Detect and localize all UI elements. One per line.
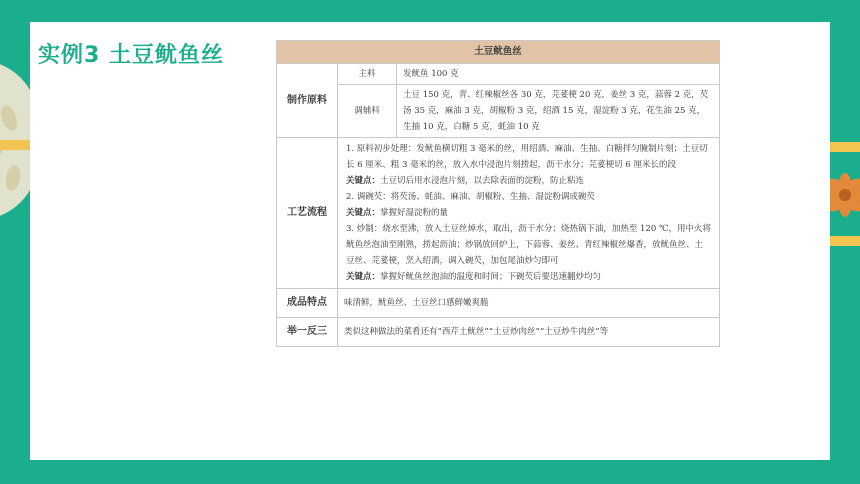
key-point-label: 关键点： <box>346 176 381 186</box>
process-step-3: 3. 炒制：烧水至沸，放入土豆丝焯水，取出，沥干水分；烧热锅下油，加热至 120 ℃，用中火将鱿鱼丝泡油至刚熟，捞起沥油；炒锅放回炉上，下蒜蓉、姜丝、青红辣椒丝爆香，放鱿鱼丝、土豆丝、芫荽梗，烹入绍酒，调入碗芡，加包尾油炒匀即可 <box>346 224 711 266</box>
main-ingredient-label: 主料 <box>338 64 397 85</box>
features-label: 成品特点 <box>277 289 338 318</box>
key-point-label: 关键点： <box>346 208 381 218</box>
key-point-3 <box>346 269 711 285</box>
extension-label: 举一反三 <box>277 318 338 347</box>
aux-ingredient-label: 调辅料 <box>338 85 397 138</box>
main-ingredient-value: 发鱿鱼 100 克 <box>397 64 720 85</box>
decorative-bar-left <box>0 140 30 150</box>
table-heading: 土豆鱿鱼丝 <box>277 41 720 64</box>
extension-value: 类似这种做法的菜肴还有“西芹土鱿丝”“土豆炒肉丝”“土豆炒牛肉丝”等 <box>338 318 720 347</box>
key-point-text: 掌握好鱿鱼丝泡油的温度和时间；下碗芡后要迅速翻炒均匀 <box>380 272 602 282</box>
process-label: 工艺流程 <box>277 138 338 289</box>
process-content <box>338 138 720 289</box>
features-value: 味清鲜，鱿鱼丝、土豆丝口感鲜嫩爽脆 <box>338 289 720 318</box>
key-point-label: 关键点： <box>346 272 381 282</box>
aux-ingredient-value: 土豆 150 克，青、红辣椒丝各 30 克，芫荽梗 20 克，姜丝 3 克，蒜蓉 2 克，芡汤 35 克，麻油 3 克，胡椒粉 3 克，绍酒 15 克，湿淀粉 3 克，花生油 25 克，生抽 10 克，白糖 5 克，蚝油 10 克 <box>397 85 720 138</box>
slide-title: 实例3 土豆鱿鱼丝 <box>38 43 224 68</box>
key-point-text: 土豆切后用水浸泡片刻，以去除表面的淀粉，防止粘连 <box>380 176 585 186</box>
process-step-2: 2. 调碗芡：将芡汤、蚝油、麻油、胡椒粉、生抽、湿淀粉调成碗芡 <box>346 192 595 202</box>
key-point-2 <box>346 205 711 221</box>
key-point-text: 掌握好湿淀粉的量 <box>380 208 449 218</box>
key-point-1 <box>346 173 711 189</box>
process-step-1: 1. 原料初步处理：发鱿鱼横切粗 3 毫米的丝，用绍酒、麻油、生抽、白糖拌匀腌制片刻；土豆切长 6 厘米、粗 3 毫米的丝，放入水中浸泡片刻捞起，沥干水分；芫荽梗切 6 厘米长的段 <box>346 144 708 170</box>
materials-label: 制作原料 <box>277 64 338 138</box>
recipe-table <box>276 40 720 347</box>
